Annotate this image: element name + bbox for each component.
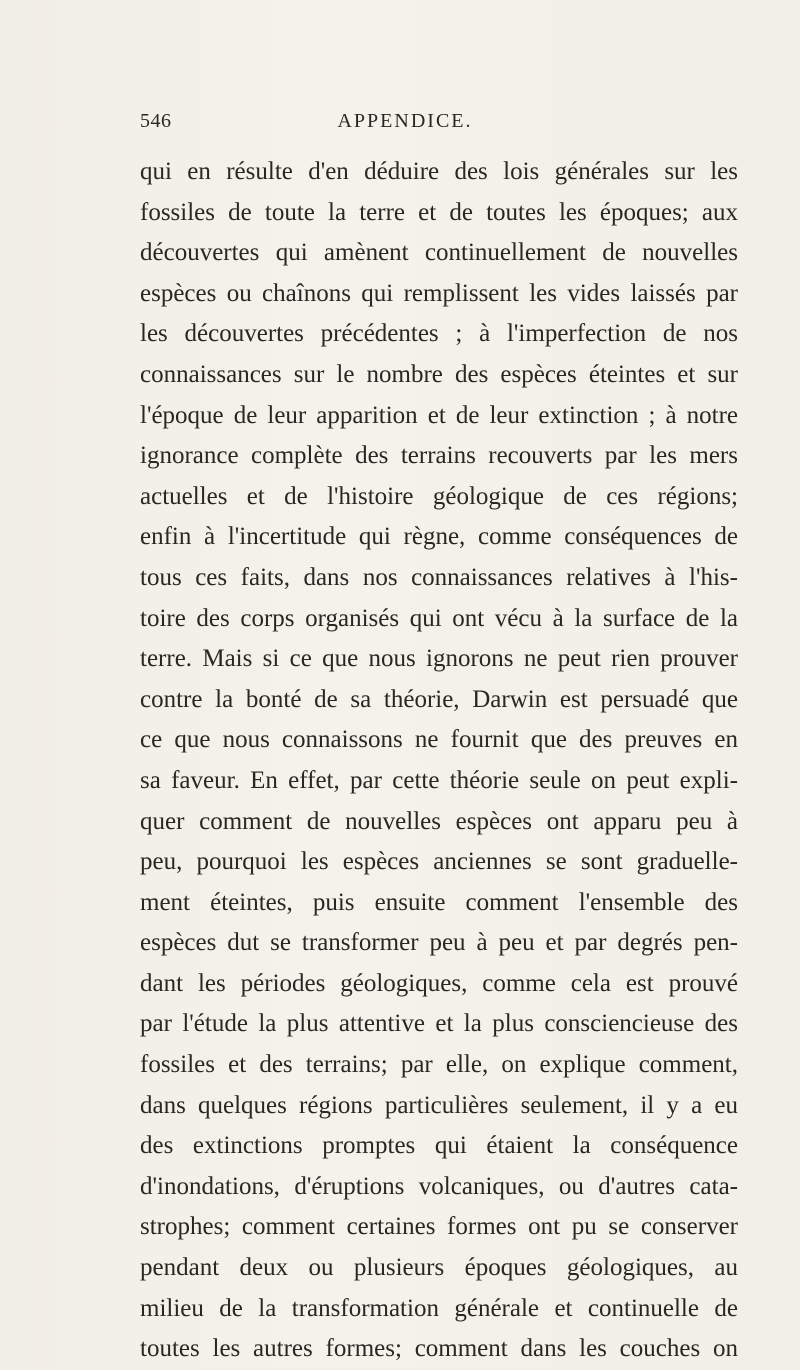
text-line: d'inondations, d'éruptions volcaniques, ou d'autres cata- bbox=[140, 1172, 738, 1200]
text-line: ignorance complète des terrains recouverts par les mers bbox=[140, 442, 738, 470]
text-line: strophes; comment certaines formes ont pu se conserver bbox=[140, 1213, 738, 1241]
text-line: espèces ou chaînons qui remplissent les vides laissés par bbox=[140, 279, 738, 307]
text-line: contre la bonté de sa théorie, Darwin est persuadé que bbox=[140, 685, 738, 713]
text-line: milieu de la transformation générale et continuelle de bbox=[140, 1294, 738, 1322]
text-line: ce que nous connaissons ne fournit que des preuves en bbox=[140, 726, 738, 754]
running-head: APPENDICE. bbox=[337, 110, 473, 132]
text-line: les découvertes précédentes ; à l'imperfection de nos bbox=[140, 320, 738, 348]
text-line: espèces dut se transformer peu à peu et par degrés pen- bbox=[140, 929, 738, 957]
page-header bbox=[0, 100, 800, 140]
text-line: toire des corps organisés qui ont vécu à la surface de la bbox=[140, 604, 738, 632]
text-line: par l'étude la plus attentive et la plus consciencieuse des bbox=[140, 1010, 738, 1038]
text-line: fossiles et des terrains; par elle, on explique comment, bbox=[140, 1051, 738, 1079]
text-line: découvertes qui amènent continuellement de nouvelles bbox=[140, 239, 738, 267]
body-text bbox=[140, 152, 738, 1370]
text-line: terre. Mais si ce que nous ignorons ne peut rien prouver bbox=[140, 645, 738, 673]
text-line: l'époque de leur apparition et de leur extinction ; à notre bbox=[140, 401, 738, 429]
text-line: tous ces faits, dans nos connaissances relatives à l'his- bbox=[140, 563, 738, 591]
text-line: qui en résulte d'en déduire des lois générales sur les bbox=[140, 158, 738, 185]
text-line: dant les périodes géologiques, comme cela est prouvé bbox=[140, 969, 738, 997]
text-line: sa faveur. En effet, par cette théorie seule on peut expli- bbox=[140, 766, 738, 794]
text-line: peu, pourquoi les espèces anciennes se sont graduelle- bbox=[140, 848, 738, 876]
text-line: enfin à l'incertitude qui règne, comme conséquences de bbox=[140, 523, 738, 551]
text-line: toutes les autres formes; comment dans les couches on bbox=[140, 1335, 738, 1363]
text-line: actuelles et de l'histoire géologique de ces régions; bbox=[140, 482, 738, 510]
text-line: des extinctions promptes qui étaient la conséquence bbox=[140, 1132, 738, 1160]
text-line: ment éteintes, puis ensuite comment l'ensemble des bbox=[140, 888, 738, 916]
text-line: fossiles de toute la terre et de toutes les époques; aux bbox=[140, 198, 738, 226]
text-line: dans quelques régions particulières seulement, il y a eu bbox=[140, 1091, 738, 1119]
text-line: connaissances sur le nombre des espèces éteintes et sur bbox=[140, 360, 738, 388]
page-number: 546 bbox=[140, 110, 172, 132]
text-line: quer comment de nouvelles espèces ont apparu peu à bbox=[140, 807, 738, 835]
text-line: pendant deux ou plusieurs époques géologiques, au bbox=[140, 1254, 738, 1282]
